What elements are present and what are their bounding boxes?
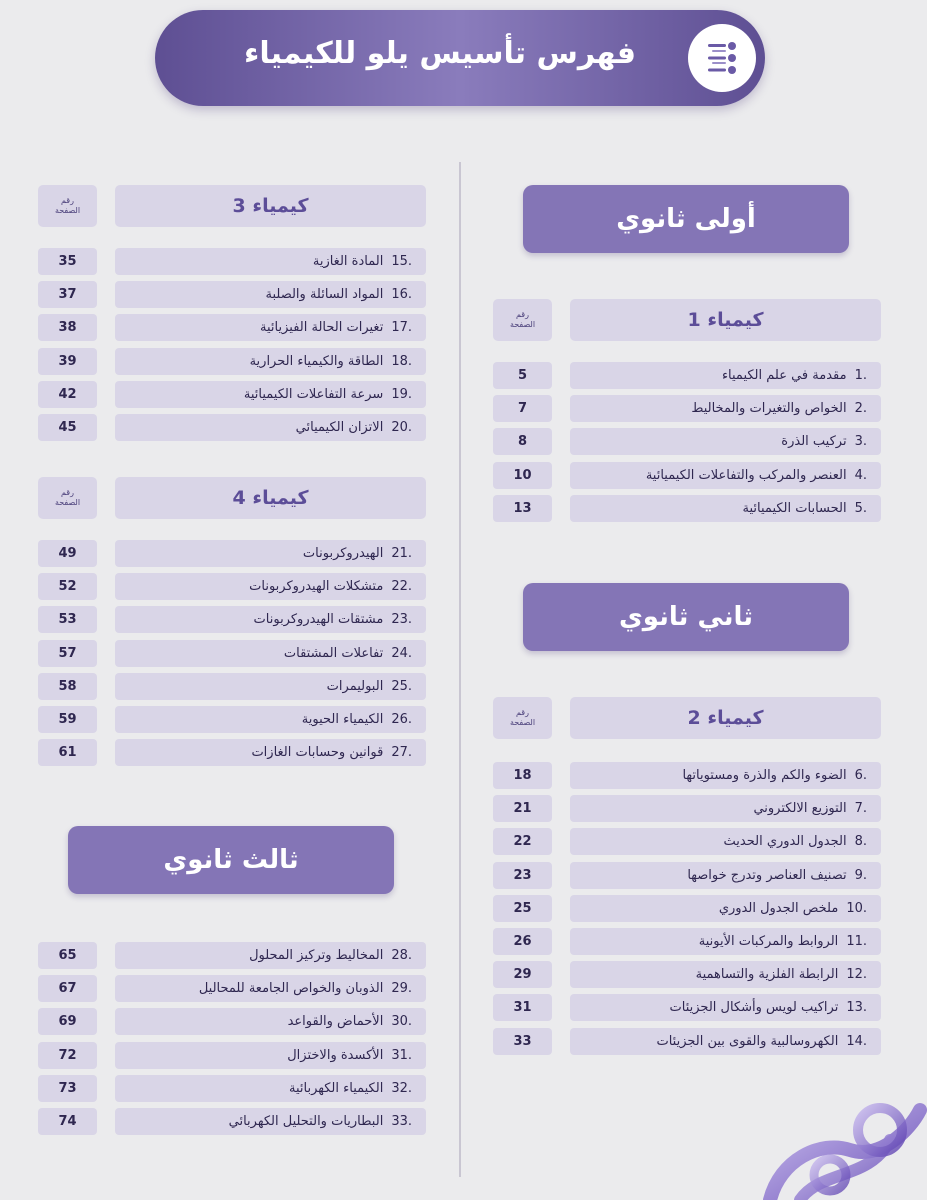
toc-item-label: الحسابات الكيميائية: [742, 501, 847, 516]
toc-item: [115, 1008, 426, 1035]
list-icon: [688, 24, 756, 92]
toc-item-number: 21.: [391, 546, 412, 561]
toc-item-label: مشتقات الهيدروكربونات: [253, 612, 384, 627]
toc-item-label: ملخص الجدول الدوري: [718, 901, 839, 916]
toc-item-number: 10.: [846, 901, 867, 916]
toc-item: [570, 795, 881, 822]
toc-item-label: الجدول الدوري الحديث: [723, 834, 847, 849]
toc-item-number: 29.: [391, 981, 412, 996]
page-title: فهرس تأسيس يلو للكيمياء: [243, 36, 636, 71]
toc-item-number: 3.: [854, 434, 867, 449]
toc-item-page: 25: [493, 895, 552, 922]
page-number-header: رقم الصفحة: [38, 185, 97, 227]
toc-item-number: 1.: [854, 368, 867, 383]
toc-item-label: الكهروسالبية والقوى بين الجزيئات: [656, 1034, 839, 1049]
toc-item-number: 18.: [391, 354, 412, 369]
toc-item-label: الروابط والمركبات الأيونية: [698, 934, 839, 949]
toc-item: [115, 414, 426, 441]
toc-item-number: 15.: [391, 254, 412, 269]
toc-item-page: 69: [38, 1008, 97, 1035]
toc-item-page: 73: [38, 1075, 97, 1102]
toc-item-page: 37: [38, 281, 97, 308]
toc-item-page: 59: [38, 706, 97, 733]
grade-second: ثاني ثانوي: [523, 583, 849, 651]
toc-item-page: 21: [493, 795, 552, 822]
toc-item-label: التوزيع الالكتروني: [753, 801, 847, 816]
toc-item: [115, 1108, 426, 1135]
toc-item: [570, 928, 881, 955]
toc-item-page: 74: [38, 1108, 97, 1135]
toc-item: [115, 281, 426, 308]
toc-item: [570, 961, 881, 988]
toc-item: [115, 573, 426, 600]
toc-item-number: 16.: [391, 287, 412, 302]
toc-item-number: 14.: [846, 1034, 867, 1049]
toc-item-page: 53: [38, 606, 97, 633]
toc-item-number: 19.: [391, 387, 412, 402]
toc-item-number: 11.: [846, 934, 867, 949]
toc-item: [115, 942, 426, 969]
toc-item-label: المادة الغازية: [312, 254, 384, 269]
toc-item-page: 26: [493, 928, 552, 955]
toc-item: [115, 975, 426, 1002]
toc-item-label: الطاقة والكيمياء الحرارية: [249, 354, 384, 369]
toc-item-page: 31: [493, 994, 552, 1021]
toc-item-page: 42: [38, 381, 97, 408]
toc-item-page: 72: [38, 1042, 97, 1069]
toc-item: [115, 606, 426, 633]
toc-item: [570, 862, 881, 889]
toc-item: [115, 248, 426, 275]
toc-item-label: المواد السائلة والصلبة: [265, 287, 384, 302]
toc-item: [115, 314, 426, 341]
toc-item-number: 27.: [391, 745, 412, 760]
toc-item-page: 38: [38, 314, 97, 341]
toc-item: [570, 895, 881, 922]
toc-item-page: 65: [38, 942, 97, 969]
toc-item: [115, 640, 426, 667]
toc-item-page: 13: [493, 495, 552, 522]
toc-item: [115, 381, 426, 408]
toc-item-page: 57: [38, 640, 97, 667]
toc-item-page: 52: [38, 573, 97, 600]
toc-item-number: 12.: [846, 967, 867, 982]
toc-item: [570, 828, 881, 855]
toc-item-number: 17.: [391, 320, 412, 335]
section-header-chem1: كيمياء 1: [570, 299, 881, 341]
toc-item-number: 25.: [391, 679, 412, 694]
section-header-chem3: كيمياء 3: [115, 185, 426, 227]
toc-item: [570, 362, 881, 389]
toc-item-page: 39: [38, 348, 97, 375]
toc-item-label: العنصر والمركب والتفاعلات الكيميائية: [645, 468, 847, 483]
toc-item-label: الاتزان الكيميائي: [295, 420, 384, 435]
toc-item-label: الكيمياء الحيوية: [301, 712, 384, 727]
toc-item-number: 7.: [854, 801, 867, 816]
toc-item-page: 61: [38, 739, 97, 766]
toc-item-page: 23: [493, 862, 552, 889]
column-divider: [459, 162, 461, 1177]
toc-item-number: 20.: [391, 420, 412, 435]
toc-item-label: الأحماض والقواعد: [287, 1014, 384, 1029]
page-number-header: رقم الصفحة: [493, 299, 552, 341]
toc-item-page: 22: [493, 828, 552, 855]
toc-item-page: 58: [38, 673, 97, 700]
molecule-decoration: [760, 1100, 927, 1200]
toc-item-label: قوانين وحسابات الغازات: [251, 745, 384, 760]
toc-item-page: 29: [493, 961, 552, 988]
toc-item-number: 26.: [391, 712, 412, 727]
toc-item: [115, 739, 426, 766]
toc-item-number: 32.: [391, 1081, 412, 1096]
toc-item-label: البوليمرات: [326, 679, 384, 694]
toc-item-number: 9.: [854, 868, 867, 883]
toc-item: [570, 1028, 881, 1055]
toc-item-number: 28.: [391, 948, 412, 963]
toc-item-number: 2.: [854, 401, 867, 416]
toc-item-number: 23.: [391, 612, 412, 627]
toc-item-page: 8: [493, 428, 552, 455]
toc-item-label: تغيرات الحالة الفيزيائية: [260, 320, 384, 335]
toc-item-number: 8.: [854, 834, 867, 849]
toc-item-page: 5: [493, 362, 552, 389]
toc-item-label: سرعة التفاعلات الكيميائية: [243, 387, 384, 402]
toc-item-label: متشكلات الهيدروكربونات: [249, 579, 384, 594]
toc-item-page: 7: [493, 395, 552, 422]
toc-item-number: 6.: [854, 768, 867, 783]
page-number-header: رقم الصفحة: [493, 697, 552, 739]
toc-item: [115, 1075, 426, 1102]
grade-third: ثالث ثانوي: [68, 826, 394, 894]
toc-item: [115, 348, 426, 375]
toc-item: [570, 994, 881, 1021]
toc-item-page: 45: [38, 414, 97, 441]
toc-item-number: 4.: [854, 468, 867, 483]
toc-item-number: 13.: [846, 1000, 867, 1015]
toc-item-label: تصنيف العناصر وتدرج خواصها: [687, 868, 847, 883]
toc-item-label: الكيمياء الكهربائية: [288, 1081, 384, 1096]
grade-first: أولى ثانوي: [523, 185, 849, 253]
toc-item-label: الهيدروكربونات: [302, 546, 384, 561]
toc-item: [570, 428, 881, 455]
toc-item-label: الذوبان والخواص الجامعة للمحاليل: [198, 981, 384, 996]
toc-item-label: الخواص والتغيرات والمخاليط: [691, 401, 847, 416]
toc-item-number: 5.: [854, 501, 867, 516]
toc-item-label: تراكيب لويس وأشكال الجزيئات: [669, 1000, 839, 1015]
toc-item: [115, 1042, 426, 1069]
toc-item-page: 67: [38, 975, 97, 1002]
toc-item-page: 10: [493, 462, 552, 489]
toc-item-page: 18: [493, 762, 552, 789]
toc-item-number: 22.: [391, 579, 412, 594]
toc-item-label: البطاريات والتحليل الكهربائي: [228, 1114, 384, 1129]
section-header-chem2: كيمياء 2: [570, 697, 881, 739]
toc-item-page: 35: [38, 248, 97, 275]
toc-item: [115, 540, 426, 567]
toc-item: [570, 395, 881, 422]
toc-item-label: المخاليط وتركيز المحلول: [249, 948, 384, 963]
toc-item-page: 33: [493, 1028, 552, 1055]
toc-item: [570, 762, 881, 789]
toc-item: [115, 673, 426, 700]
page-number-header: رقم الصفحة: [38, 477, 97, 519]
toc-item-label: مقدمة في علم الكيمياء: [721, 368, 847, 383]
toc-item-label: الرابطة الفلزية والتساهمية: [695, 967, 839, 982]
toc-item-page: 49: [38, 540, 97, 567]
toc-item-label: تركيب الذرة: [781, 434, 847, 449]
toc-item: [570, 462, 881, 489]
toc-item-number: 31.: [391, 1048, 412, 1063]
toc-item-number: 33.: [391, 1114, 412, 1129]
section-header-chem4: كيمياء 4: [115, 477, 426, 519]
toc-item-label: الضوء والكم والذرة ومستوياتها: [682, 768, 847, 783]
toc-item-label: الأكسدة والاختزال: [287, 1048, 384, 1063]
toc-item: [570, 495, 881, 522]
toc-item-number: 24.: [391, 646, 412, 661]
toc-item: [115, 706, 426, 733]
toc-item-label: تفاعلات المشتقات: [283, 646, 384, 661]
toc-item-number: 30.: [391, 1014, 412, 1029]
